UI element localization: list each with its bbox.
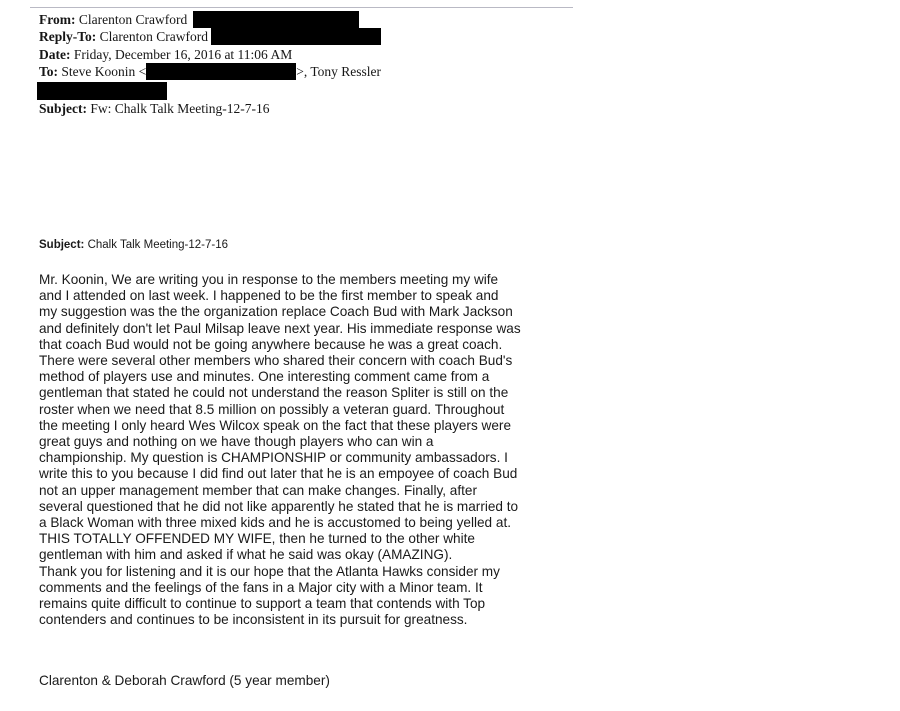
body-line: that coach Bud would not be going anywhere because he was a great coach. xyxy=(39,336,503,352)
body-line: great guys and nothing on we have though players who can win a xyxy=(39,434,434,450)
header-date-value: Friday, December 16, 2016 at 11:06 AM xyxy=(73,47,293,62)
body-line: write this to you because I did find out later that he is an empoyee of coach Bud xyxy=(39,466,518,482)
header-to-value-start: Steve Koonin < xyxy=(61,64,147,79)
header-from-row xyxy=(39,11,359,28)
body-line: comments and the feelings of the fans in a Major city with a Minor team. It xyxy=(39,579,483,595)
body-line: and I attended on last week. I happened to be the first member to speak and xyxy=(39,288,499,304)
header-reply-to-value: Clarenton Crawford xyxy=(99,29,208,44)
message-subject-label: Subject: xyxy=(39,239,85,251)
header-to-value-end: >, Tony Ressler xyxy=(296,64,382,79)
header-to-row xyxy=(39,63,381,80)
body-line: several questioned that he did not like apparently he stated that he is married to xyxy=(39,498,519,514)
body-line: championship. My question is CHAMPIONSHIP or community ambassadors. I xyxy=(39,450,508,466)
body-line: contenders and continues to be inconsistent in its pursuit for greatness. xyxy=(39,612,468,628)
body-line: the meeting I only heard Wes Wilcox speak on the fact that these players were xyxy=(39,417,511,433)
redaction-block xyxy=(146,63,296,80)
body-line: Mr. Koonin, We are writing you in response to the members meeting my wife xyxy=(39,272,499,287)
header-top-rule xyxy=(30,7,573,8)
body-line: not an upper management member that can make changes. Finally, after xyxy=(39,482,478,498)
header-date-row xyxy=(39,46,292,63)
message-signature: Clarenton & Deborah Crawford (5 year member) xyxy=(39,673,330,688)
header-subject-label: Subject: xyxy=(39,101,87,116)
message-body xyxy=(39,272,599,628)
header-from-value: Clarenton Crawford xyxy=(78,12,188,27)
header-subject-row xyxy=(39,100,270,117)
message-subject xyxy=(39,238,228,252)
header-to-label: To: xyxy=(39,64,59,79)
redaction-block xyxy=(211,28,381,45)
header-date-label: Date: xyxy=(39,47,71,62)
body-line: Thank you for listening and it is our hope that the Atlanta Hawks consider my xyxy=(39,563,500,579)
body-line: THIS TOTALLY OFFENDED MY WIFE, then he turned to the other white xyxy=(39,531,475,547)
redaction-block xyxy=(193,11,359,28)
body-line: There were several other members who shared their concern with coach Bud's xyxy=(39,353,513,369)
body-line: remains quite difficult to continue to support a team that contends with Top xyxy=(39,596,486,612)
body-line: my suggestion was the the organization replace Coach Bud with Mark Jackson xyxy=(39,304,513,320)
header-reply-to-row xyxy=(39,28,381,45)
header-from-label: From: xyxy=(39,12,76,27)
body-line: a Black Woman with three mixed kids and he is accustomed to being yelled at. xyxy=(39,515,511,531)
body-line: roster when we need that 8.5 million on possibly a veteran guard. Throughout xyxy=(39,401,505,417)
redaction-block xyxy=(37,82,167,100)
body-line: gentleman that stated he could not understand the reason Spliter is still on the xyxy=(39,385,509,401)
message-subject-value: Chalk Talk Meeting-12-7-16 xyxy=(87,239,228,251)
header-reply-to-label: Reply-To: xyxy=(39,29,97,44)
body-line: and definitely don't let Paul Milsap leave next year. His immediate response was xyxy=(39,320,521,336)
body-line: gentleman with him and asked if what he said was okay (AMAZING). xyxy=(39,547,453,563)
header-subject-value: Fw: Chalk Talk Meeting-12-7-16 xyxy=(90,101,270,116)
body-line: method of players use and minutes. One interesting comment came from a xyxy=(39,369,490,385)
